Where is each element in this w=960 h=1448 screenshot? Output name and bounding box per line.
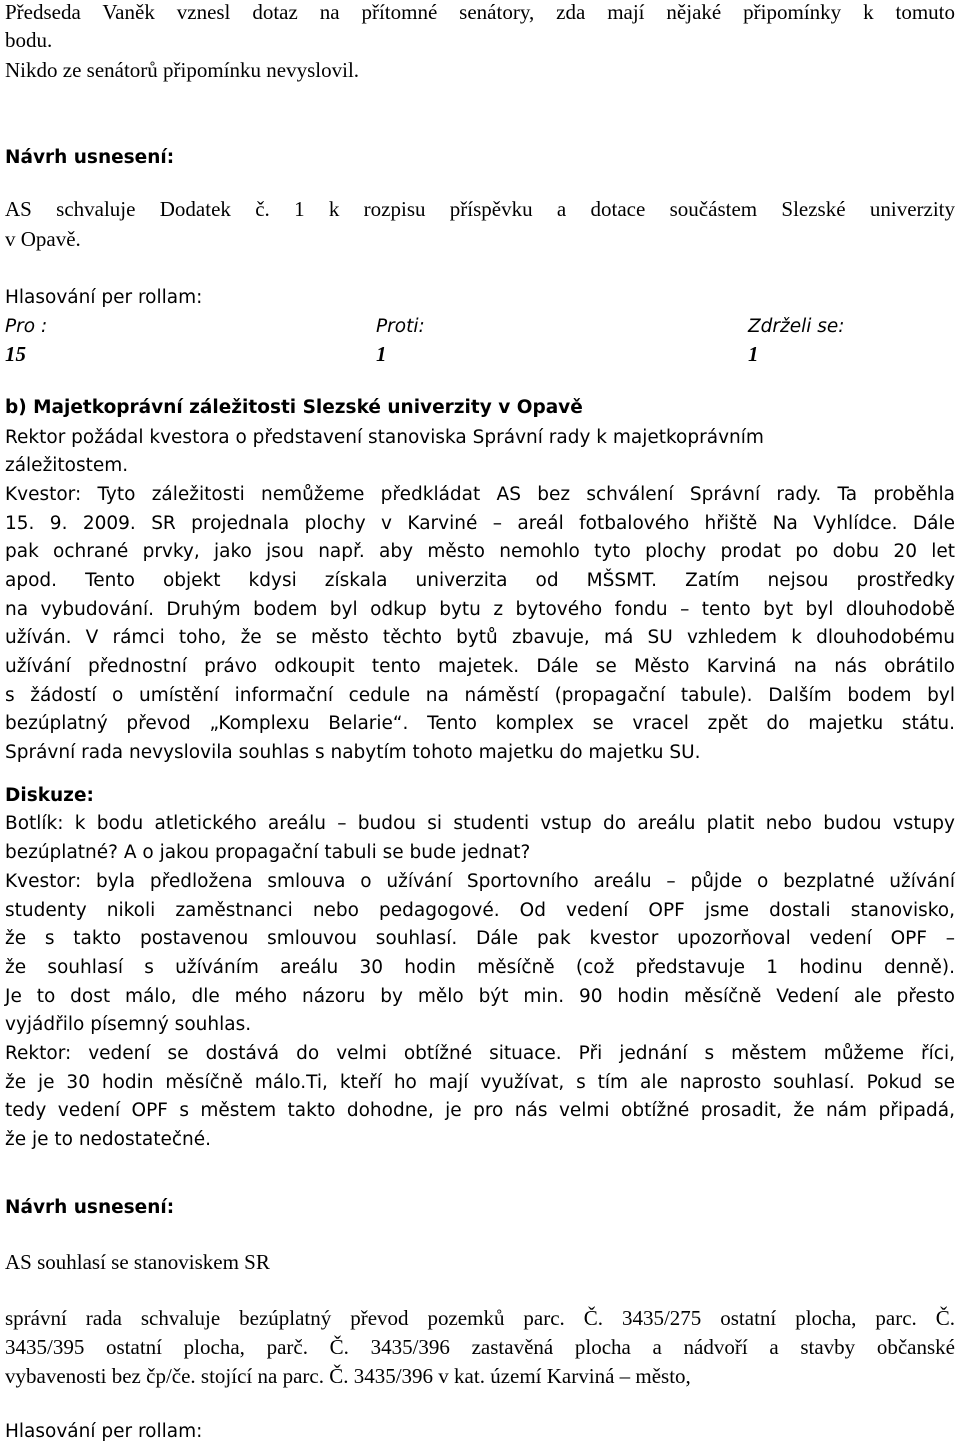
discussion-line-11: tedy vedení OPF s městem takto dohodne, je pro nás velmi obtížné prosadit, že nám připadá,	[5, 1100, 955, 1121]
vote-zdrzeli-label: Zdrželi se:	[748, 316, 845, 337]
section-line-11: bezúplatný převod „Komplexu Belarie“. Tento komplex se vracel zpět do majetku státu.	[5, 713, 955, 734]
section-line-2: záležitostem.	[5, 455, 129, 476]
vote-zdrzeli-value: 1	[748, 342, 759, 366]
section-line-9: užívání přednostní právo odkoupit tento majetek. Dále se Město Karviná na nás obrátilo	[5, 656, 955, 677]
discussion-line-10: že je 30 hodin měsíčně málo.Ti, kteří ho mají využívat, s tím ale naprosto souhlasí. Pokud se	[5, 1072, 955, 1093]
discussion-line-2: bezúplatné? A o jakou propagační tabuli se bude jednat?	[5, 842, 531, 863]
proposal2-line-3: 3435/395 ostatní plocha, parč. Č. 3435/396 zastavěná plocha a nádvoří a stavby občanské	[5, 1335, 955, 1359]
vote-heading: Hlasování per rollam:	[5, 287, 203, 308]
discussion-line-12: že je to nedostatečné.	[5, 1129, 212, 1150]
discussion-line-6: že souhlasí s užíváním areálu 30 hodin měsíčně (což představuje 1 hodinu denně).	[5, 957, 955, 978]
discussion-line-5: že s takto postavenou smlouvou souhlasí. Dále pak kvestor upozorňoval vedení OPF –	[5, 928, 955, 949]
section-line-12: Správní rada nevyslovila souhlas s nabytím tohoto majetku do majetku SU.	[5, 742, 701, 763]
vote-pro-label: Pro :	[5, 316, 48, 337]
discussion-line-8: vyjádřilo písemný souhlas.	[5, 1014, 252, 1035]
section-line-4: 15. 9. 2009. SR projednala plochy v Karviné – areál fotbalového hřiště Na Vyhlídce. Dále	[5, 513, 955, 534]
discussion-heading: Diskuze:	[5, 785, 94, 806]
section-line-1: Rektor požádal kvestora o představení stanoviska Správní rady k majetkoprávním	[5, 427, 764, 448]
section-line-5: pak ochrané prvky, jako jsou např. aby město nemohlo tyto plochy prodat po dobu 20 let	[5, 541, 955, 562]
intro-line-3: Nikdo ze senátorů připomínku nevyslovil.	[5, 58, 360, 82]
section-line-7: na vybudování. Druhým bodem byl odkup bytu z bytového fondu – tento byt byl dlouhodobě	[5, 599, 955, 620]
vote-proti-label: Proti:	[376, 316, 425, 337]
intro-line-1: Předseda Vaněk vznesl dotaz na přítomné senátory, zda mají nějaké připomínky k tomuto	[5, 0, 955, 24]
vote-pro-value: 15	[5, 342, 26, 366]
proposal-heading: Návrh usnesení:	[5, 147, 175, 168]
proposal2-line-4: vybavenosti bez čp/če. stojící na parc. Č. 3435/396 v kat. území Karviná – město,	[5, 1364, 691, 1388]
discussion-line-7: Je to dost málo, dle mého názoru by mělo být min. 90 hodin měsíčně Vedení ale přesto	[5, 986, 955, 1007]
discussion-line-4: studenty nikoli zaměstnanci nebo pedagogové. Od vedení OPF jsme dostali stanovisko,	[5, 900, 955, 921]
section-line-3: Kvestor: Tyto záležitosti nemůžeme předkládat AS bez schválení Správní rady. Ta proběhla	[5, 484, 955, 505]
proposal2-line-2: správní rada schvaluje bezúplatný převod pozemků parc. Č. 3435/275 ostatní plocha, parc. Č.	[5, 1306, 955, 1330]
intro-line-2: bodu.	[5, 28, 53, 52]
section-line-6: apod. Tento objekt kdysi získala univerzita od MŠSMT. Zatím nejsou prostředky	[5, 570, 955, 591]
vote2-heading: Hlasování per rollam:	[5, 1421, 203, 1442]
discussion-line-3: Kvestor: byla předložena smlouva o užívání Sportovního areálu – půjde o bezplatné užívání	[5, 871, 955, 892]
vote-proti-value: 1	[376, 342, 387, 366]
proposal2-line-1: AS souhlasí se stanoviskem SR	[5, 1250, 270, 1274]
section-line-8: užíván. V rámci toho, že se město těchto bytů zbavuje, má SU vzhledem k dlouhodobému	[5, 627, 955, 648]
section-line-10: s žádostí o umístění informační cedule na náměstí (propagační tabule). Dalším bodem byl	[5, 685, 955, 706]
proposal-line-2: v Opavě.	[5, 227, 81, 251]
discussion-line-1: Botlík: k bodu atletického areálu – budou si studenti vstup do areálu platit nebo budou vstupy	[5, 813, 955, 834]
section-heading: b) Majetkoprávní záležitosti Slezské univerzity v Opavě	[5, 397, 583, 418]
discussion-line-9: Rektor: vedení se dostává do velmi obtížné situace. Při jednání s městem můžeme říci,	[5, 1043, 955, 1064]
proposal2-heading: Návrh usnesení:	[5, 1197, 175, 1218]
proposal-line-1: AS schvaluje Dodatek č. 1 k rozpisu příspěvku a dotace součástem Slezské univerzity	[5, 197, 955, 221]
